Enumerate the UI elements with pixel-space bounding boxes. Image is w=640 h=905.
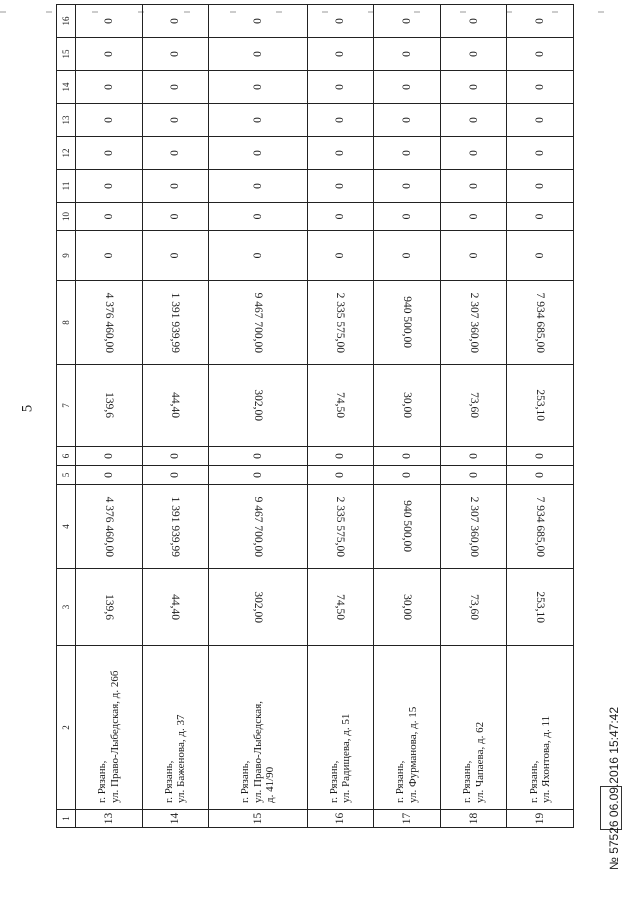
value-cell: 0 — [507, 447, 574, 466]
value-cell — [76, 365, 143, 447]
value-text: 139,6 — [102, 392, 115, 419]
table-row — [142, 5, 209, 828]
value-cell: 0 — [209, 71, 308, 104]
value-text: 7 934 685,00 — [534, 496, 547, 557]
value-cell: 0 — [307, 231, 374, 281]
value-cell — [374, 569, 441, 646]
value-cell: 0 — [76, 170, 143, 203]
value-cell — [142, 485, 209, 569]
value-text: 2 307 360,00 — [467, 292, 480, 353]
value-cell: 0 — [374, 203, 441, 231]
column-number: 2 — [57, 646, 76, 810]
value-cell: 0 — [374, 5, 441, 38]
column-number: 6 — [57, 447, 76, 466]
value-text: 30,00 — [401, 594, 414, 620]
value-text: 2 335 575,00 — [334, 292, 347, 353]
value-cell — [307, 365, 374, 447]
value-cell — [76, 281, 143, 365]
value-cell — [76, 485, 143, 569]
value-text: 2 307 360,00 — [467, 496, 480, 557]
value-cell: 0 — [76, 5, 143, 38]
column-number: 15 — [57, 38, 76, 71]
value-cell: 0 — [142, 203, 209, 231]
value-cell — [142, 569, 209, 646]
address-cell — [142, 646, 209, 810]
column-number: 13 — [57, 104, 76, 137]
value-text: 9 467 700,00 — [251, 292, 264, 353]
value-cell: 0 — [209, 137, 308, 170]
value-cell: 0 — [142, 71, 209, 104]
value-cell: 0 — [307, 466, 374, 485]
address-line: г. Рязань, — [162, 760, 175, 803]
value-cell — [440, 569, 507, 646]
address-cell — [507, 646, 574, 810]
value-cell — [507, 365, 574, 447]
value-cell: 0 — [440, 466, 507, 485]
value-cell: 0 — [209, 104, 308, 137]
column-number-row — [57, 5, 76, 828]
value-cell — [142, 281, 209, 365]
value-cell: 0 — [440, 104, 507, 137]
value-cell — [209, 569, 308, 646]
address-line: ул. Право-Лыбедская, — [251, 700, 264, 803]
value-cell: 0 — [374, 71, 441, 104]
value-cell: 0 — [76, 71, 143, 104]
value-cell: 0 — [440, 38, 507, 71]
value-cell: 0 — [374, 104, 441, 137]
value-cell — [76, 569, 143, 646]
address-line: ул. Яхонтова, д. 11 — [540, 715, 553, 803]
value-cell: 0 — [142, 137, 209, 170]
value-cell: 0 — [507, 231, 574, 281]
column-number: 7 — [57, 365, 76, 447]
value-cell: 0 — [142, 231, 209, 281]
value-cell: 0 — [374, 447, 441, 466]
address-cell — [374, 646, 441, 810]
row-number: 16 — [307, 810, 374, 828]
value-text: 44,40 — [169, 392, 182, 419]
value-cell — [209, 365, 308, 447]
table-row — [507, 5, 574, 828]
value-cell — [307, 569, 374, 646]
column-number: 9 — [57, 231, 76, 281]
value-cell — [209, 281, 308, 365]
value-cell — [307, 485, 374, 569]
value-cell: 0 — [76, 203, 143, 231]
value-cell: 0 — [440, 170, 507, 203]
column-number: 12 — [57, 137, 76, 170]
value-cell: 0 — [142, 38, 209, 71]
value-cell: 0 — [209, 170, 308, 203]
address-cell — [307, 646, 374, 810]
column-number: 10 — [57, 203, 76, 231]
value-cell: 0 — [440, 231, 507, 281]
column-number: 16 — [57, 5, 76, 38]
value-text: 74,50 — [334, 594, 347, 620]
rotated-table-inner — [56, 18, 574, 828]
value-text: 74,50 — [334, 392, 347, 419]
value-text: 940 500,00 — [401, 296, 414, 349]
value-cell: 0 — [374, 466, 441, 485]
value-cell: 0 — [307, 104, 374, 137]
value-text: 302,00 — [251, 591, 264, 623]
value-cell — [507, 569, 574, 646]
address-line: ул. Право-Лыбедская, д. 26б — [108, 670, 121, 803]
value-cell: 0 — [76, 137, 143, 170]
value-cell — [507, 281, 574, 365]
value-cell: 0 — [142, 466, 209, 485]
row-number: 14 — [142, 810, 209, 828]
value-cell — [440, 485, 507, 569]
value-cell: 0 — [507, 5, 574, 38]
value-cell: 0 — [307, 38, 374, 71]
value-cell: 0 — [507, 137, 574, 170]
value-cell: 0 — [142, 104, 209, 137]
value-cell — [374, 365, 441, 447]
value-cell: 0 — [507, 38, 574, 71]
address-line: г. Рязань, — [238, 760, 251, 803]
value-text: 30,00 — [401, 392, 414, 419]
column-number: 4 — [57, 485, 76, 569]
value-cell: 0 — [76, 38, 143, 71]
value-cell: 0 — [440, 203, 507, 231]
value-text: 4 376 460,00 — [102, 496, 115, 557]
value-cell: 0 — [142, 5, 209, 38]
value-cell: 0 — [307, 5, 374, 38]
column-number: 3 — [57, 569, 76, 646]
row-number: 15 — [209, 810, 308, 828]
table-row — [209, 5, 308, 828]
value-cell — [142, 365, 209, 447]
value-text: 302,00 — [251, 389, 264, 422]
value-cell — [507, 485, 574, 569]
value-cell: 0 — [507, 71, 574, 104]
address-line: г. Рязань, — [327, 760, 340, 803]
value-text: 73,60 — [467, 392, 480, 419]
address-line: г. Рязань, — [527, 760, 540, 803]
data-table — [56, 4, 574, 828]
value-text: 253,10 — [534, 591, 547, 623]
column-number: 8 — [57, 281, 76, 365]
table-row — [76, 5, 143, 828]
value-text: 139,6 — [102, 594, 115, 620]
address-line: д. 41/90 — [264, 766, 277, 803]
address-cell — [440, 646, 507, 810]
value-cell: 0 — [440, 447, 507, 466]
value-cell: 0 — [209, 38, 308, 71]
value-text: 1 391 939,99 — [169, 292, 182, 353]
address-line: г. Рязань, — [394, 760, 407, 803]
value-cell: 0 — [374, 137, 441, 170]
value-cell: 0 — [76, 466, 143, 485]
value-cell: 0 — [76, 447, 143, 466]
value-text: 9 467 700,00 — [251, 496, 264, 557]
address-cell — [209, 646, 308, 810]
column-number: 14 — [57, 71, 76, 104]
value-cell: 0 — [307, 170, 374, 203]
address-line: г. Рязань, — [96, 760, 109, 803]
value-text: 73,60 — [467, 594, 480, 620]
table-row — [307, 5, 374, 828]
value-cell: 0 — [507, 466, 574, 485]
column-number: 11 — [57, 170, 76, 203]
document-registration-number: № 57526 06.09.2016 15:47:42 — [607, 706, 621, 870]
value-cell — [440, 365, 507, 447]
value-cell: 0 — [209, 5, 308, 38]
address-line: ул. Чапаева, д. 62 — [473, 721, 486, 803]
value-cell — [440, 281, 507, 365]
column-number: 5 — [57, 466, 76, 485]
value-cell: 0 — [507, 203, 574, 231]
value-text: 2 335 575,00 — [334, 496, 347, 557]
row-number: 18 — [440, 810, 507, 828]
value-cell: 0 — [209, 231, 308, 281]
value-cell: 0 — [76, 231, 143, 281]
value-cell — [209, 485, 308, 569]
column-number: 1 — [57, 810, 76, 828]
value-cell: 0 — [142, 170, 209, 203]
value-cell: 0 — [307, 447, 374, 466]
value-cell: 0 — [209, 203, 308, 231]
value-text: 7 934 685,00 — [534, 292, 547, 353]
value-cell — [307, 281, 374, 365]
value-cell — [374, 485, 441, 569]
address-line: г. Рязань, — [460, 760, 473, 803]
value-cell: 0 — [209, 466, 308, 485]
value-text: 940 500,00 — [401, 500, 414, 553]
value-cell: 0 — [307, 203, 374, 231]
row-number: 19 — [507, 810, 574, 828]
value-cell: 0 — [142, 447, 209, 466]
value-cell: 0 — [209, 447, 308, 466]
value-cell: 0 — [76, 104, 143, 137]
address-line: ул. Баженова, д. 37 — [175, 714, 188, 803]
value-cell — [374, 281, 441, 365]
value-cell: 0 — [507, 170, 574, 203]
row-number: 13 — [76, 810, 143, 828]
value-cell: 0 — [440, 137, 507, 170]
page-number: 5 — [19, 404, 36, 413]
value-cell: 0 — [507, 104, 574, 137]
value-text: 253,10 — [534, 389, 547, 422]
row-number: 17 — [374, 810, 441, 828]
value-cell: 0 — [440, 71, 507, 104]
value-cell: 0 — [307, 137, 374, 170]
value-cell: 0 — [374, 170, 441, 203]
rotated-table-container — [56, 18, 574, 828]
value-cell: 0 — [440, 5, 507, 38]
value-cell: 0 — [307, 71, 374, 104]
table-row — [440, 5, 507, 828]
address-line: ул. Радищева, д. 51 — [340, 713, 353, 803]
value-text: 4 376 460,00 — [102, 292, 115, 353]
value-text: 44,40 — [169, 594, 182, 620]
value-cell: 0 — [374, 38, 441, 71]
table-row — [374, 5, 441, 828]
value-text: 1 391 939,99 — [169, 496, 182, 557]
address-cell — [76, 646, 143, 810]
value-cell: 0 — [374, 231, 441, 281]
address-line: ул. Фурманова, д. 15 — [407, 706, 420, 803]
